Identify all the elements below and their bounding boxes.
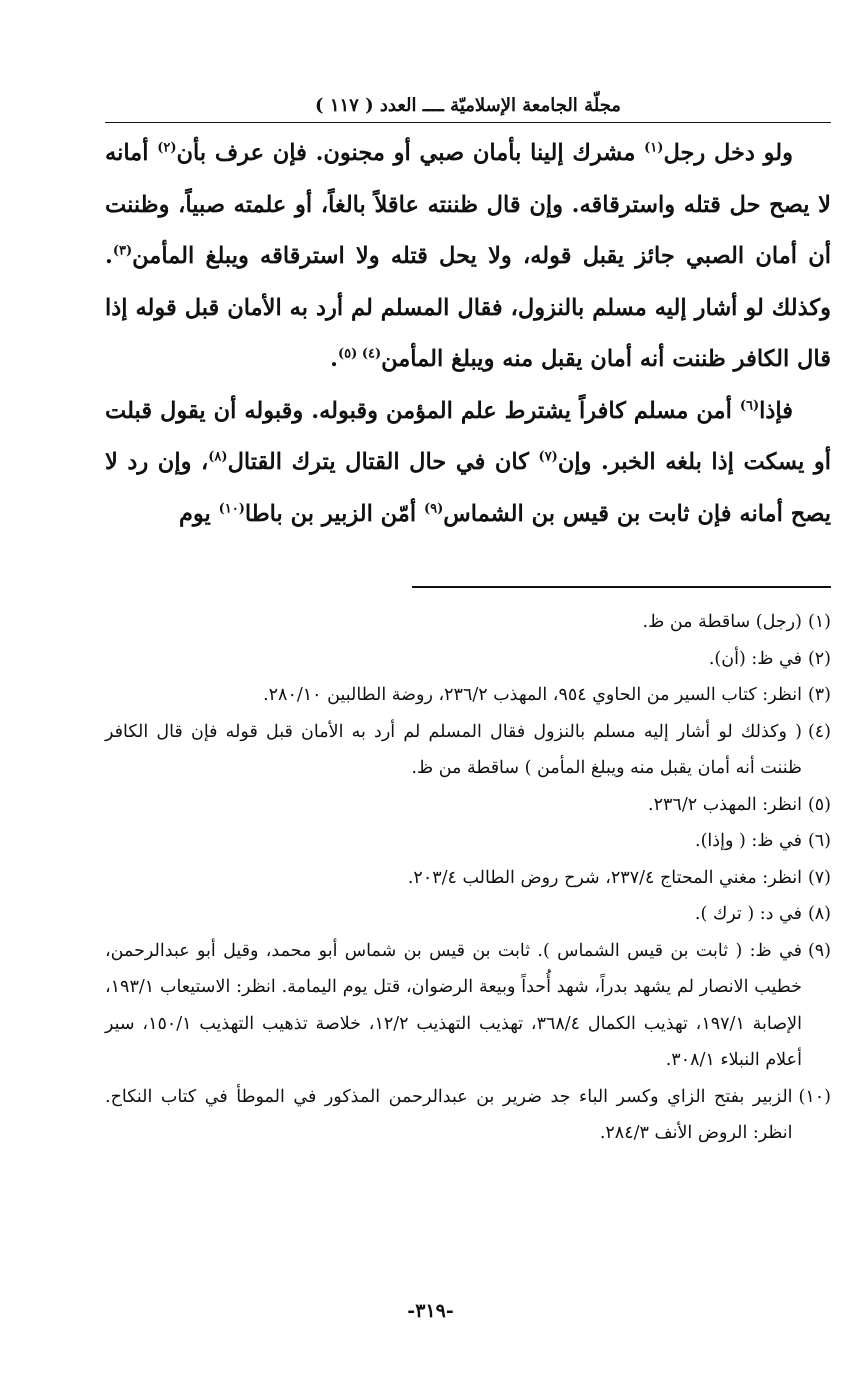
footnote-number: (٥): [807, 794, 831, 815]
main-text: [105, 128, 831, 540]
paragraph-2: [105, 386, 831, 541]
footnote-text: انظر: المهذب ٢٣٦/٢.: [648, 794, 802, 815]
footnote-text: في ظ: ( وإذا).: [695, 831, 802, 851]
text-run: أمن مسلم كافراً يشترط علم المؤمن وقبوله. وقبوله أن يقول قبلت أو يسكت إذا بلغه الخبر. وإن: [105, 397, 831, 475]
footnote-marker-3[interactable]: (٣): [112, 243, 133, 259]
text-run: . وكذلك لو أشار إليه مسلم بالنزول، فقال المسلم لم أرد به الأمان قبل قوله إذا قال الكافر ظننت أنه أمان يقبل منه ويبلغ المأمن: [105, 243, 831, 372]
footnote-text: الزبير بفتح الزاي وكسر الباء جد ضرير بن عبدالرحمن المذكور في الموطأ في كتاب النكاح. انظر: الروض الأنف ٢٨٤/٣.: [105, 1086, 793, 1143]
footnote-10: [105, 1079, 831, 1152]
footnote-6: [105, 823, 831, 860]
footnote-number: (٩): [807, 940, 831, 961]
footnote-number: (٨): [807, 904, 831, 924]
footnote-number: (١): [807, 612, 831, 632]
footnote-5: [105, 787, 831, 824]
footnote-text: في د: ( ترك ).: [694, 904, 802, 924]
text-run: .: [330, 346, 338, 372]
text-run: فإذا: [759, 397, 793, 424]
footnote-number: (٦): [807, 831, 831, 851]
text-run: يوم: [178, 500, 219, 527]
text-run: أمّن الزبير بن باطا: [244, 500, 424, 527]
page-number: -٣١٩-: [407, 1300, 454, 1322]
text-run: ، وإن رد لا يصح أمانه فإن ثابت بن قيس بن الشماس: [105, 449, 831, 527]
footnote-2: [105, 641, 831, 678]
paragraph-1: [105, 128, 831, 386]
footnote-marker-10[interactable]: (١٠): [218, 501, 245, 516]
footnote-text: ( وكذلك لو أشار إليه مسلم بالنزول فقال المسلم لم أرد به الأمان قبل قوله فإن قال الكافر ظننت أنه أمان يقبل منه ويبلغ المأمن ) ساقطة من ظ.: [105, 721, 802, 778]
footnote-marker-6[interactable]: (٦): [739, 398, 760, 413]
footnote-8: [105, 896, 831, 933]
footnote-4: [105, 714, 831, 787]
footnote-3: [105, 677, 831, 714]
text-run: مشرك إلينا بأمان صبي أو مجنون. فإن عرف بأن: [176, 140, 645, 166]
footnote-7: [105, 860, 831, 897]
footnote-marker-7[interactable]: (٧): [538, 449, 558, 465]
text-run: ولو دخل رجل: [663, 140, 793, 166]
footnote-text: (رجل) ساقطة من ظ.: [642, 612, 802, 632]
footnote-marker-9[interactable]: (٩): [423, 501, 444, 516]
footnote-9: [105, 933, 831, 1079]
footnote-number: (٣): [807, 685, 831, 705]
footnote-number: (٤): [807, 721, 831, 742]
footnotes: [105, 604, 831, 1152]
footnote-text: في ظ: (أن).: [708, 648, 802, 669]
header-rule: [105, 122, 831, 123]
footnote-1: [105, 604, 831, 641]
footnote-marker-8[interactable]: (٨): [208, 449, 228, 465]
footnote-text: انظر: مغني المحتاج ٢٣٧/٤، شرح روض الطالب ٢٠٣/٤.: [407, 867, 802, 888]
running-header: مجلّة الجامعة الإسلاميّة ــــ العدد ( ١١٧ ): [315, 95, 621, 116]
footnote-marker-4-5[interactable]: (٤) (٥): [338, 346, 382, 362]
text-run: كان في حال القتال يترك القتال: [227, 449, 539, 475]
footnote-number: (٧): [807, 867, 831, 888]
footnote-marker-2[interactable]: (٢): [157, 140, 177, 156]
footnote-separator: [412, 586, 831, 588]
footnote-number: (٢): [807, 648, 831, 669]
text-run: أمانه لا يصح حل قتله واسترقاقه. وإن قال ظننته عاقلاً بالغاً، أو علمته صبياً، وظننت أن أمان الصبي جائز يقبل قوله، ولا يحل قتله ولا استرقاقه ويبلغ المأمن: [105, 140, 831, 269]
footnote-text: في ظ: ( ثابت بن قيس الشماس ). ثابت بن قيس بن شماس أبو محمد، وقيل أبو عبدالرحمن، خطيب الانصار لم يشهد بدراً، شهد أُحداً وبيعة الرضوان، قتل يوم اليمامة. انظر: الاستيعاب ١٩٣/١، الإصابة ١٩٧/١، تهذيب الكمال ٣٦٨/٤، تهذيب التهذيب ١٢/٢، خلاصة تذهيب التهذيب ١٥٠/١، سير أعلام النبلاء ٣٠٨/١.: [105, 940, 802, 1070]
footnote-marker-1[interactable]: (١): [644, 140, 664, 156]
footnote-text: انظر: كتاب السير من الحاوي ٩٥٤، المهذب ٢٣٦/٢، روضة الطالبين ٢٨٠/١٠.: [263, 685, 802, 705]
footnote-number: (١٠): [798, 1086, 831, 1107]
